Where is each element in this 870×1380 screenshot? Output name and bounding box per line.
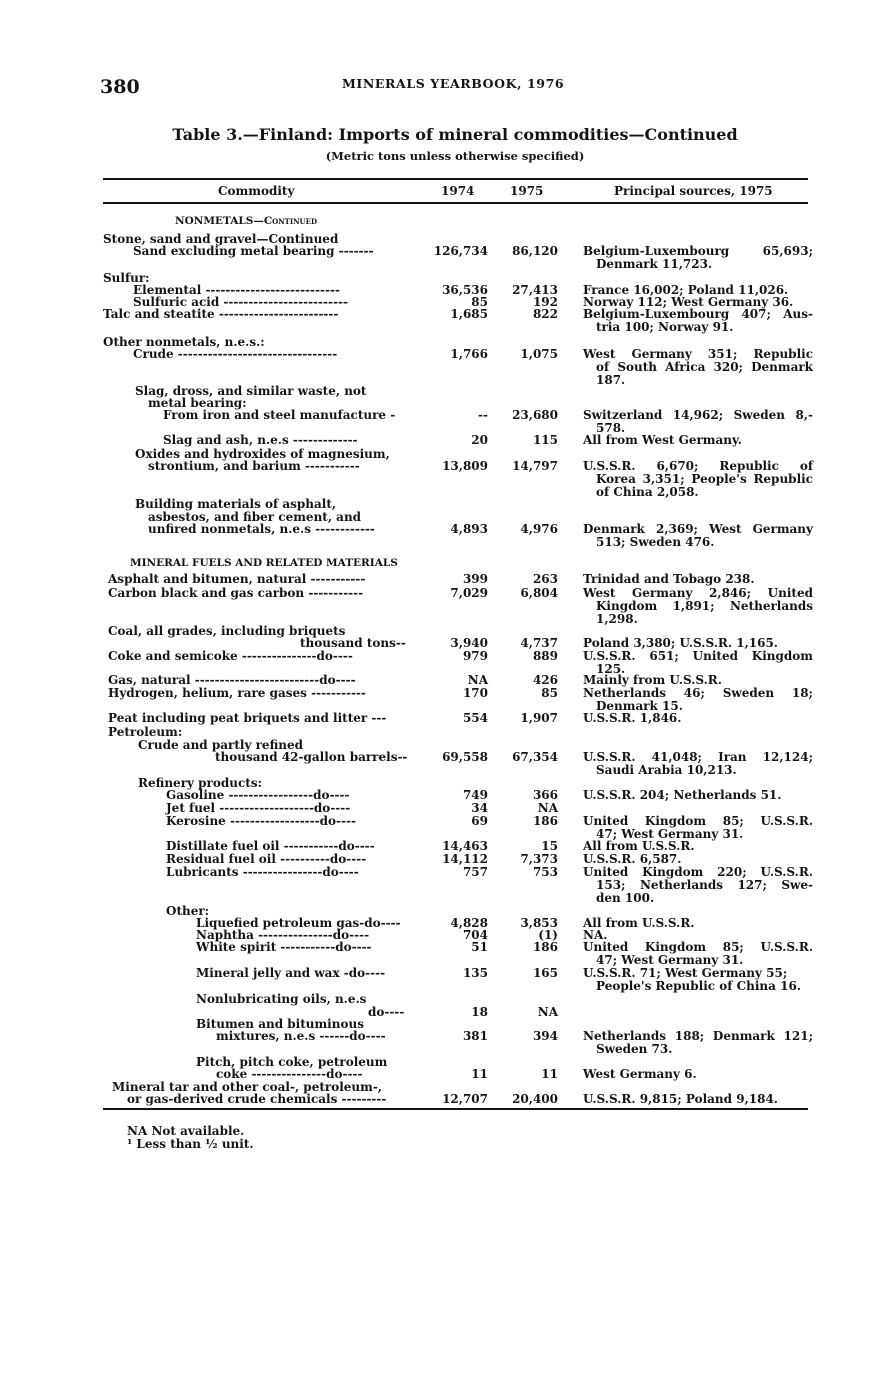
running-head: MINERALS YEARBOOK, 1976 xyxy=(342,76,565,91)
column-header-sources: Principal sources, 1975 xyxy=(614,184,773,198)
column-header-1975: 1975 xyxy=(510,184,544,198)
table-top-rule xyxy=(103,178,808,180)
column-header-1974: 1974 xyxy=(441,184,475,198)
table-header-rule xyxy=(103,202,808,204)
table-subtitle: (Metric tons unless otherwise specified) xyxy=(325,149,585,163)
table-bottom-rule xyxy=(103,1108,808,1110)
table-title: Table 3.—Finland: Imports of mineral commodities—Continued xyxy=(172,125,738,144)
page-number: 380 xyxy=(100,76,140,98)
footnote-na: NA Not available. xyxy=(127,1124,245,1138)
column-header-commodity: Commodity xyxy=(218,184,295,198)
footnote-1: ¹ Less than ½ unit. xyxy=(127,1137,254,1151)
